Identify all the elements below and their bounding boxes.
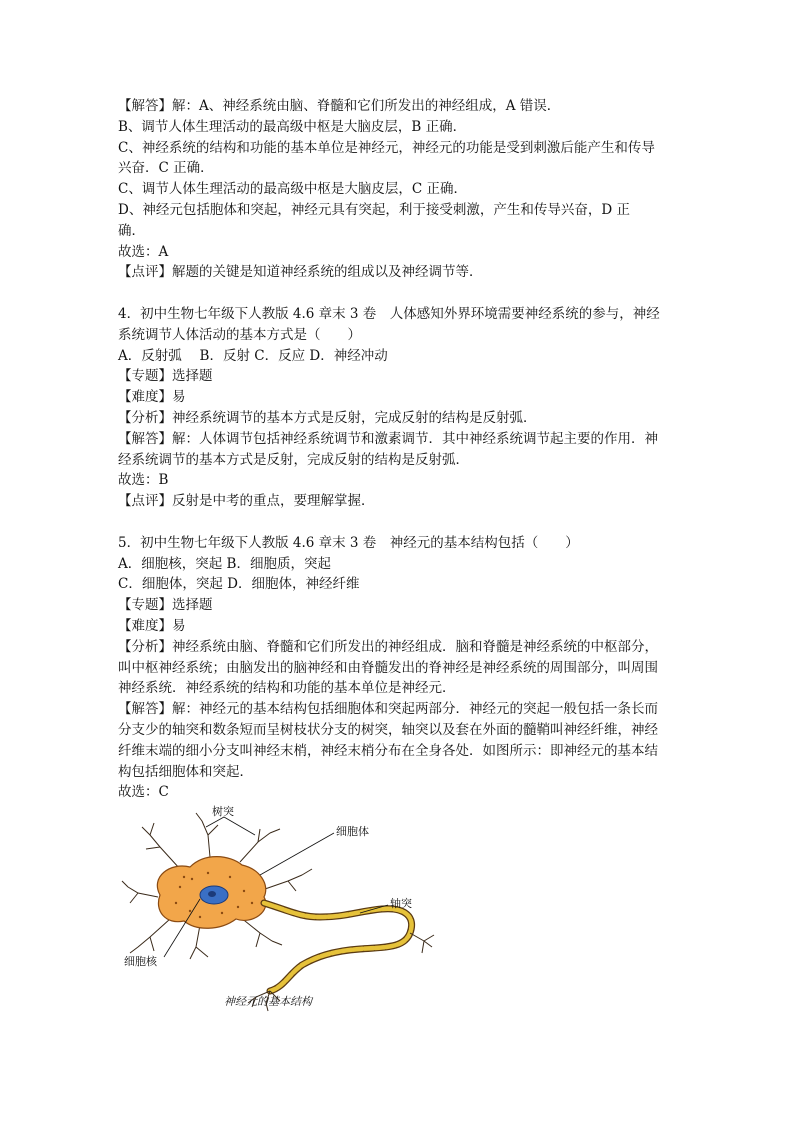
label-axon: 轴突 [390,897,412,911]
figure-caption: 神经元的基本结构 [224,995,312,1009]
text-line: B、调节人体生理活动的最高级中枢是大脑皮层，B 正确． [118,118,467,135]
answer-line: 分支少的轴突和数条短而呈树枝状分支的树突，轴突以及套在外面的髓鞘叫神经纤维，神经 [118,721,658,738]
comment-line: 【点评】解题的关键是知道神经系统的组成以及神经调节等． [118,264,483,281]
question-4 [118,304,688,512]
analysis-line: 【分析】神经系统由脑、脊髓和它们所发出的神经组成．脑和脊髓是神经系统的中枢部分， [118,638,658,655]
analysis-line: 【分析】神经系统调节的基本方式是反射，完成反射的结构是反射弧． [118,409,537,426]
comment-line: 【点评】反射是中考的重点，要理解掌握． [118,493,375,510]
text-line: C、神经系统的结构和功能的基本单位是神经元，神经元的功能是受到刺激后能产生和传导 [118,139,655,156]
text-line: 兴奋．C 正确． [118,160,214,177]
options-line: A．反射弧 B．反射 C．反应 D．神经冲动 [118,347,388,364]
label-nucleus: 细胞核 [124,955,157,969]
answer-line: 经系统调节的基本方式是反射，完成反射的结构是反射弧． [118,451,469,468]
text-line: 【解答】解：A、神经系统由脑、脊髓和它们所发出的神经组成，A 错误． [118,98,561,114]
myelin-sheath [264,903,412,991]
analysis-line: 神经系统．神经系统的结构和功能的基本单位是神经元． [118,680,456,697]
label-cell-body: 细胞体 [336,825,369,839]
options-line: C．细胞体，突起 D．细胞体，神经纤维 [118,576,360,593]
answer-line: 【解答】解：神经元的基本结构包括细胞体和突起两部分．神经元的突起一般包括一条长而 [118,701,658,718]
topic-line: 【专题】选择题 [118,597,213,614]
analysis-line: 叫中枢神经系统；由脑发出的脑神经和由脊髓发出的脊神经是神经系统的周围部分，叫周围 [118,659,658,676]
question-stem: 4．初中生物七年级下人教版 4.6 章末 3 卷 人体感知外界环境需要神经系统的参与，神经 [118,305,660,322]
answer-line: 纤维末端的细小分支叫神经末梢，神经末梢分布在全身各处．如图所示：即神经元的基本结 [118,742,658,759]
document-page [118,96,688,1012]
choice-line: 故选：A [118,243,169,260]
question-5 [118,533,688,1012]
label-dendrite: 树突 [212,805,234,819]
neuron-figure [120,807,440,1012]
choice-line: 故选：B [118,472,169,489]
choice-line: 故选：C [118,784,169,801]
answer-line: 【解答】解：人体调节包括神经系统调节和激素调节．其中神经系统调节起主要的作用．神 [118,430,658,447]
options-line: A．细胞核，突起 B．细胞质，突起 [118,555,331,572]
q3-answer [118,96,688,283]
question-stem: 系统调节人体活动的基本方式是（ ） [118,326,361,343]
answer-line: 构包括细胞体和突起． [118,763,253,780]
difficulty-line: 【难度】易 [118,617,186,634]
topic-line: 【专题】选择题 [118,368,213,385]
nucleolus-shape [208,891,216,897]
text-line: C、调节人体生理活动的最高级中枢是大脑皮层，C 正确． [118,181,467,198]
question-stem: 5．初中生物七年级下人教版 4.6 章末 3 卷 神经元的基本结构包括（ ） [118,534,579,551]
text-line: 确． [118,222,145,239]
difficulty-line: 【难度】易 [118,389,186,406]
text-line: D、神经元包括胞体和突起，神经元具有突起，利于接受刺激，产生和传导兴奋，D 正 [118,201,630,218]
